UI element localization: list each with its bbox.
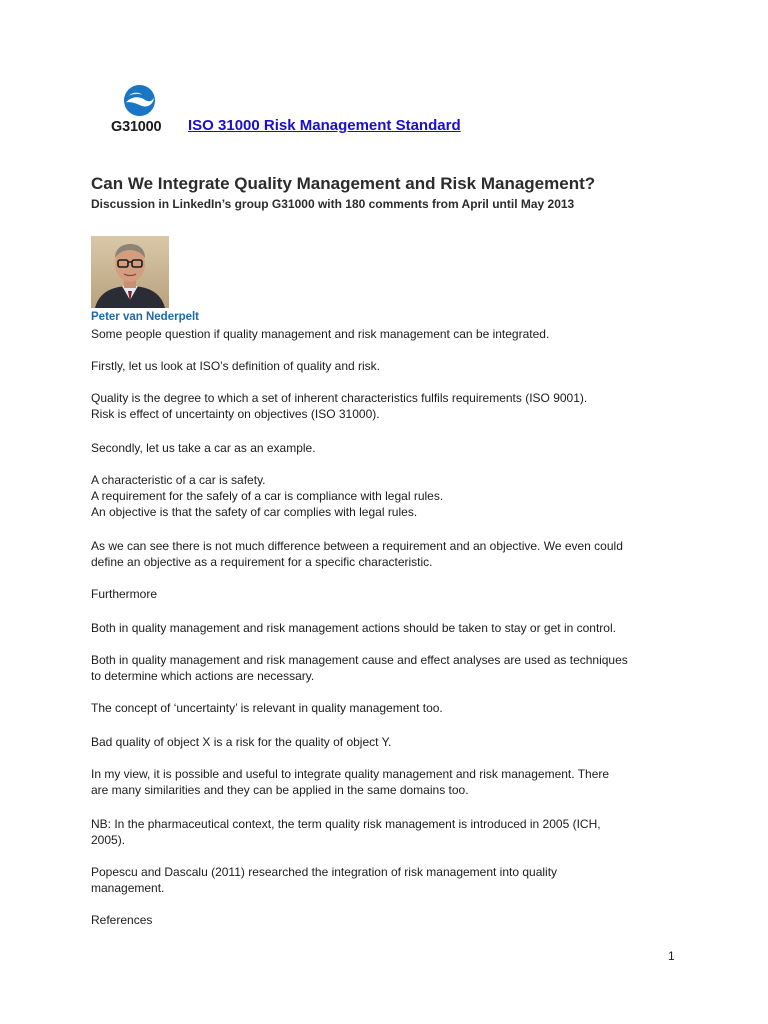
page-number: 1 [668, 949, 675, 963]
body-line: In my view, it is possible and useful to integrate quality management and risk management. There [91, 767, 610, 781]
body-line: Popescu and Dascalu (2011) researched the integration of risk management into quality [91, 865, 558, 879]
body-line: Both in quality management and risk management cause and effect analyses are used as techniques [91, 653, 628, 667]
body-line: An objective is that the safety of car complies with legal rules. [91, 505, 418, 519]
body-line: Bad quality of object X is a risk for the quality of object Y. [91, 735, 392, 749]
body-line: As we can see there is not much difference between a requirement and an objective. We even could [91, 539, 623, 553]
body-line: 2005). [91, 833, 126, 847]
body-line: Furthermore [91, 587, 158, 601]
g31000-logo [111, 84, 171, 136]
body-line: A requirement for the safely of a car is compliance with legal rules. [91, 489, 444, 503]
body-line: A characteristic of a car is safety. [91, 473, 266, 487]
iso-31000-link[interactable]: ISO 31000 Risk Management Standard [188, 117, 461, 134]
body-line: NB: In the pharmaceutical context, the term quality risk management is introduced in 2005 (ICH, [91, 817, 601, 831]
body-line: Secondly, let us take a car as an example. [91, 441, 316, 455]
body-line: Firstly, let us look at ISO’s definition of quality and risk. [91, 359, 381, 373]
author-photo [91, 236, 169, 308]
article-title: Can We Integrate Quality Management and Risk Management? [91, 174, 596, 193]
body-line: to determine which actions are necessary. [91, 669, 315, 683]
body-line: Both in quality management and risk management actions should be taken to stay or get in control. [91, 621, 616, 635]
body-line: The concept of ‘uncertainty’ is relevant in quality management too. [91, 701, 443, 715]
references-heading: References [91, 913, 153, 927]
portrait-image [91, 236, 169, 308]
logo-text: G31000 [111, 119, 162, 135]
body-line: define an objective as a requirement for a specific characteristic. [91, 555, 433, 569]
body-line: are many similarities and they can be applied in the same domains too. [91, 783, 469, 797]
author-name: Peter van Nederpelt [91, 311, 200, 323]
body-line: Quality is the degree to which a set of inherent characteristics fulfils requirements (ISO 9001). [91, 391, 588, 405]
body-line: management. [91, 881, 165, 895]
globe-swirl-icon [123, 84, 156, 117]
body-line: Some people question if quality management and risk management can be integrated. [91, 327, 550, 341]
article-subtitle: Discussion in LinkedIn’s group G31000 with 180 comments from April until May 2013 [91, 197, 575, 211]
body-line: Risk is effect of uncertainty on objectives (ISO 31000). [91, 407, 380, 421]
